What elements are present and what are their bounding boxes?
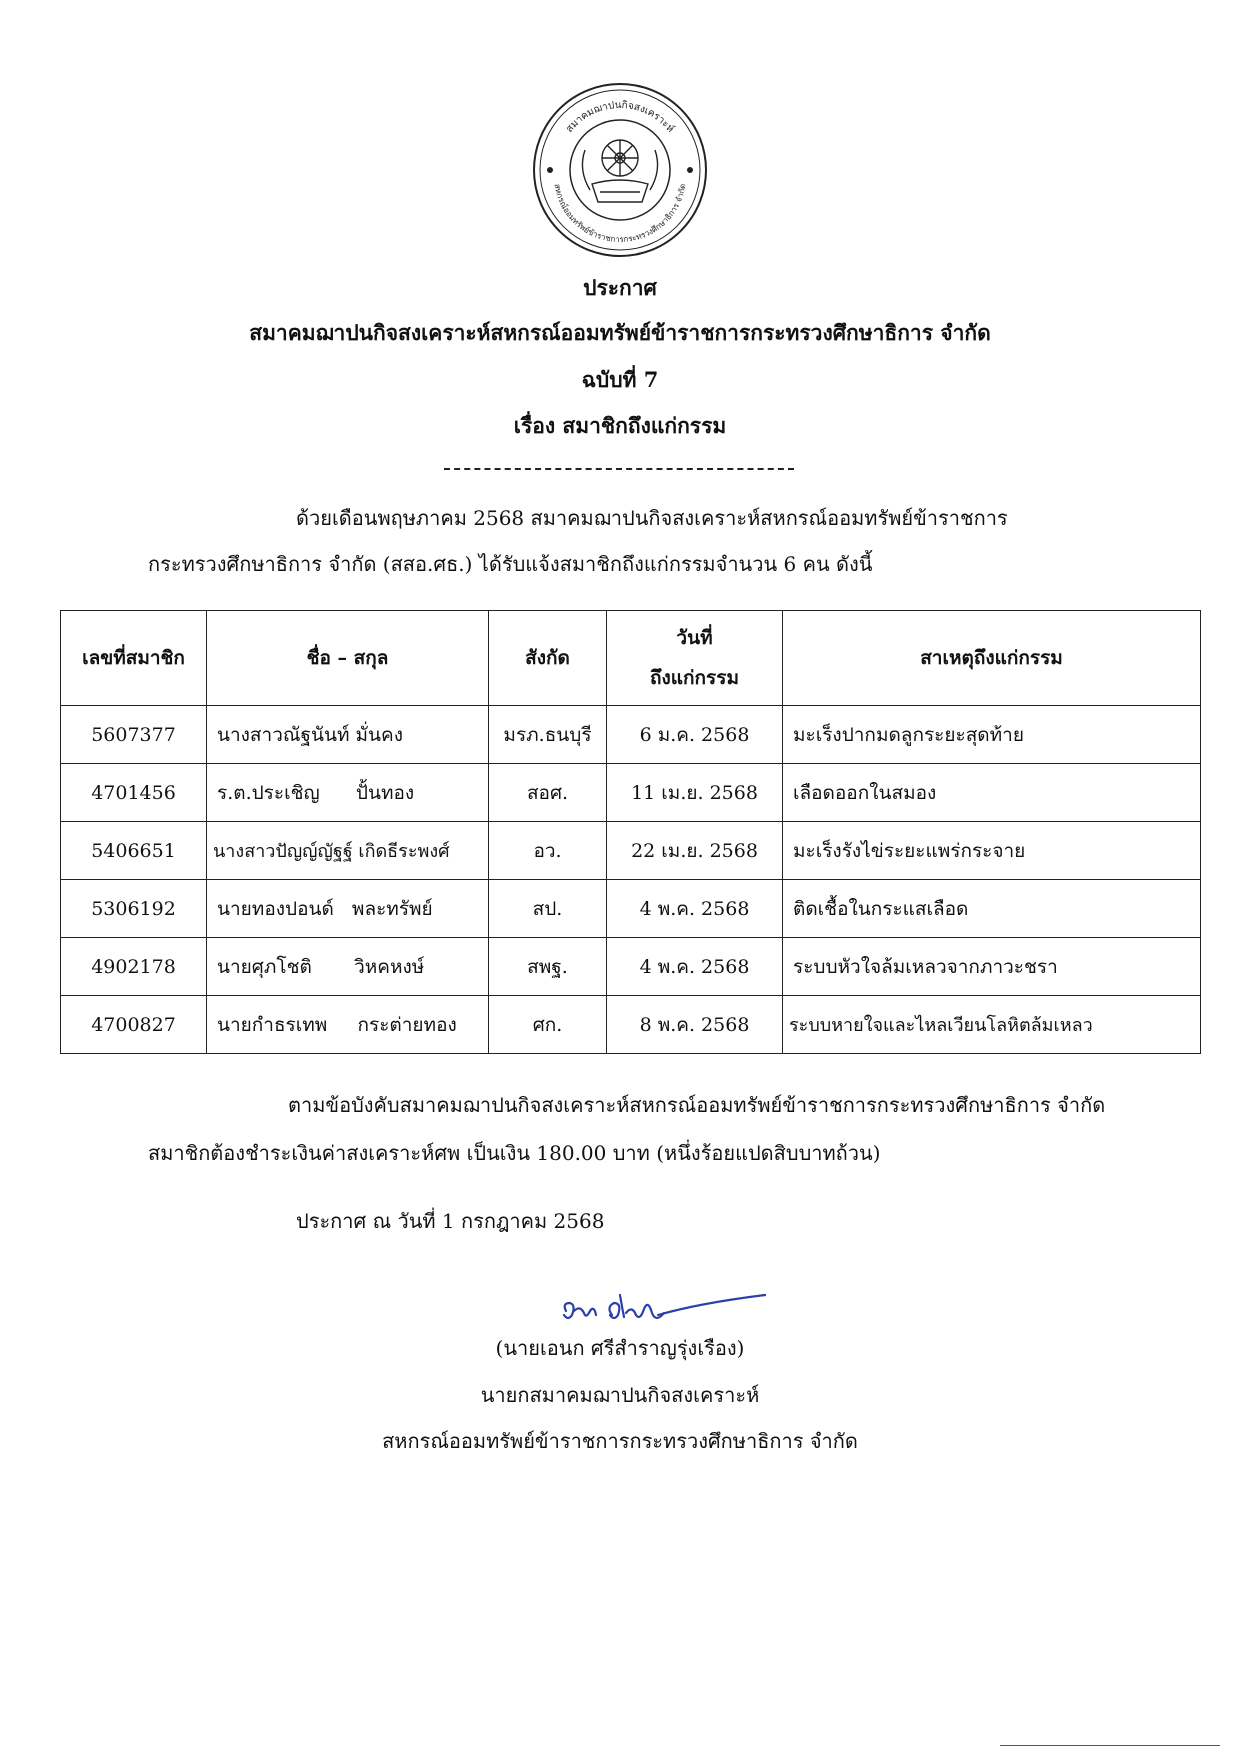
handwritten-signature: [560, 1285, 770, 1335]
member-id: 5607377: [61, 706, 207, 764]
member-name: นางสาวณัฐนันท์ มั่นคง: [207, 706, 489, 764]
table-row: [61, 938, 1201, 996]
table-row: [61, 706, 1201, 764]
header-date-of-death: [607, 611, 783, 706]
member-id: 4902178: [61, 938, 207, 996]
cause-of-death: ระบบหายใจและไหลเวียนโลหิตล้มเหลว: [783, 996, 1201, 1054]
member-id: 5306192: [61, 880, 207, 938]
heading-divider: [444, 468, 794, 470]
footer-rule: [1000, 1745, 1220, 1746]
organization-name: สมาคมฌาปนกิจสงเคราะห์สหกรณ์ออมทรัพย์ข้าราชการกระทรวงศึกษาธิการ จำกัด: [249, 320, 991, 345]
closing-line-1: ตามข้อบังคับสมาคมฌาปนกิจสงเคราะห์สหกรณ์ออมทรัพย์ข้าราชการกระทรวงศึกษาธิการ จำกัด: [288, 1093, 1106, 1117]
cause-of-death: มะเร็งรังไข่ระยะแพร่กระจาย: [783, 822, 1201, 880]
seal-text-top: สมาคมฌาปนกิจสงเคราะห์: [564, 99, 676, 135]
document-subject: เรื่อง สมาชิกถึงแก่กรรม: [513, 413, 727, 438]
seal-text-bottom: สหกรณ์ออมทรัพย์ข้าราชการกระทรวงศึกษาธิการ จำกัด: [552, 183, 688, 245]
member-unit: อว.: [489, 822, 607, 880]
header-unit: สังกัด: [489, 611, 607, 706]
association-seal: [530, 80, 710, 260]
deceased-members-table: [60, 610, 1201, 1054]
member-id: 4701456: [61, 764, 207, 822]
member-name: นายกำธรเทพ กระต่ายทอง: [207, 996, 489, 1054]
cause-of-death: ระบบหัวใจล้มเหลวจากภาวะชรา: [783, 938, 1201, 996]
member-name: นางสาวปัญญ์ญัฐฐ์ เกิดธีระพงศ์: [207, 822, 489, 880]
member-name: นายทองปอนด์ พละทรัพย์: [207, 880, 489, 938]
document-title: ประกาศ: [583, 275, 657, 300]
date-of-death: 11 เม.ย. 2568: [607, 764, 783, 822]
member-name: ร.ต.ประเชิญ ปั้นทอง: [207, 764, 489, 822]
svg-text:สมาคมฌาปนกิจสงเคราะห์: [564, 100, 677, 135]
table-header-row: [61, 611, 1201, 706]
cause-of-death: ติดเชื้อในกระแสเลือด: [783, 880, 1201, 938]
date-of-death: 6 ม.ค. 2568: [607, 706, 783, 764]
announce-date: ประกาศ ณ วันที่ 1 กรกฎาคม 2568: [296, 1209, 605, 1233]
member-id: 5406651: [61, 822, 207, 880]
header-date-line-1: วันที่: [676, 627, 713, 649]
cause-of-death: มะเร็งปากมดลูกระยะสุดท้าย: [783, 706, 1201, 764]
intro-line-1: ด้วยเดือนพฤษภาคม 2568 สมาคมฌาปนกิจสงเคราะห์สหกรณ์ออมทรัพย์ข้าราชการ: [296, 506, 1008, 530]
member-unit: ศก.: [489, 996, 607, 1054]
table-row: [61, 880, 1201, 938]
cause-of-death: เลือดออกในสมอง: [783, 764, 1201, 822]
member-unit: สป.: [489, 880, 607, 938]
signatory-name: (นายเอนก ศรีสำราญรุ่งเรือง): [495, 1336, 745, 1360]
date-of-death: 8 พ.ค. 2568: [607, 996, 783, 1054]
member-unit: สพฐ.: [489, 938, 607, 996]
signatory-organization: สหกรณ์ออมทรัพย์ข้าราชการกระทรวงศึกษาธิการ จำกัด: [382, 1429, 858, 1453]
header-date-line-2: ถึงแก่กรรม: [650, 667, 739, 689]
date-of-death: 22 เม.ย. 2568: [607, 822, 783, 880]
closing-line-2: สมาชิกต้องชำระเงินค่าสงเคราะห์ศพ เป็นเงิน 180.00 บาท (หนึ่งร้อยแปดสิบบาทถ้วน): [148, 1141, 881, 1165]
header-member-id: เลขที่สมาชิก: [61, 611, 207, 706]
member-unit: สอศ.: [489, 764, 607, 822]
header-cause-of-death: สาเหตุถึงแก่กรรม: [783, 611, 1201, 706]
signatory-position: นายกสมาคมฌาปนกิจสงเคราะห์: [480, 1383, 760, 1407]
table-row: [61, 764, 1201, 822]
member-name: นายศุภโชติ วิหคหงษ์: [207, 938, 489, 996]
table-row: [61, 822, 1201, 880]
header-full-name: ชื่อ – สกุล: [207, 611, 489, 706]
intro-line-2: กระทรวงศึกษาธิการ จำกัด (สสอ.ศธ.) ได้รับแจ้งสมาชิกถึงแก่กรรมจำนวน 6 คน ดังนี้: [148, 552, 873, 576]
issue-number: ฉบับที่ 7: [581, 367, 659, 392]
member-id: 4700827: [61, 996, 207, 1054]
table-row: [61, 996, 1201, 1054]
date-of-death: 4 พ.ค. 2568: [607, 938, 783, 996]
member-unit: มรภ.ธนบุรี: [489, 706, 607, 764]
date-of-death: 4 พ.ค. 2568: [607, 880, 783, 938]
dharma-wheel-icon: [582, 140, 657, 202]
